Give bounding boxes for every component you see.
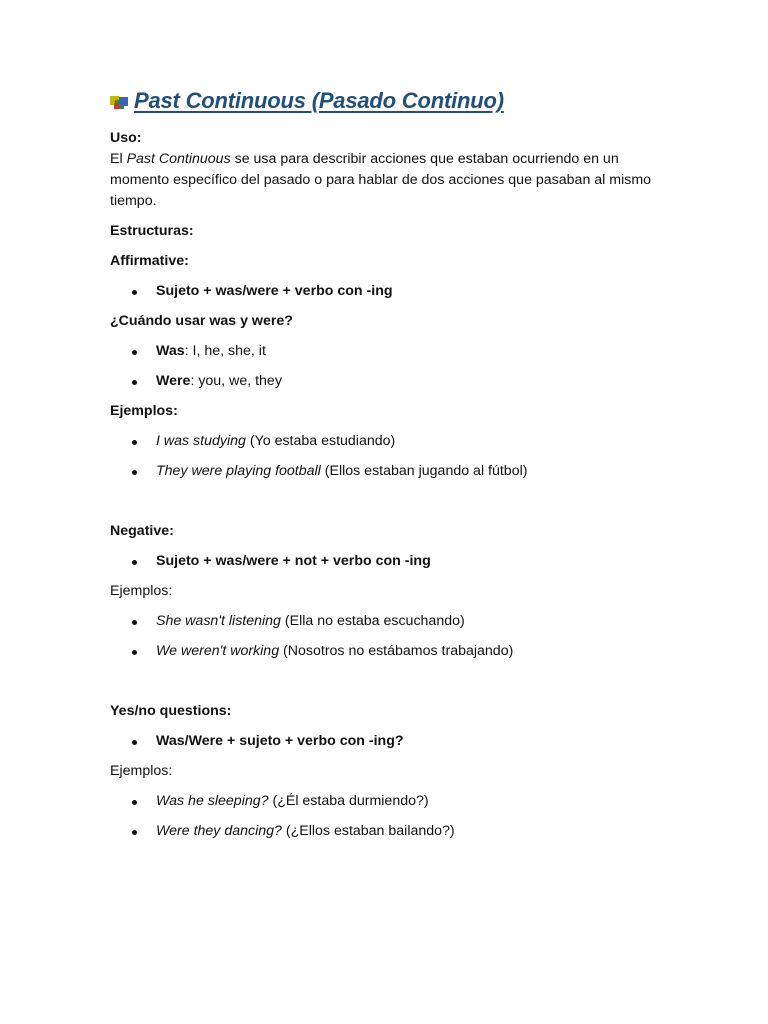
list-item: Were: you, we, they [110,371,670,392]
negative-formula-list [110,551,670,572]
bullet-icon [132,620,137,625]
questions-examples-heading: Ejemplos: [110,763,173,779]
uso-paragraph: El Past Continuous se usa para describir acciones que estaban ocurriendo en un momento específico del pasado o para hablar de dos acciones que pasaban al mismo tiempo. [110,151,652,209]
affirmative-examples-list [110,431,670,482]
questions-heading: Yes/no questions: [110,703,232,719]
page-title: Past Continuous (Pasado Continuo) [134,88,504,113]
negative-heading: Negative: [110,523,174,539]
negative-examples-list [110,611,670,662]
affirmative-formula-list [110,281,670,302]
list-item: They were playing football (Ellos estaban jugando al fútbol) [110,461,670,482]
list-item: Was he sleeping? (¿Él estaba durmiendo?) [110,791,670,812]
bullet-icon [132,740,137,745]
affirmative-heading: Affirmative: [110,253,189,269]
was-were-heading: ¿Cuándo usar was y were? [110,313,293,329]
bullet-icon [132,470,137,475]
bullet-icon [132,560,137,565]
list-item: She wasn't listening (Ella no estaba escuchando) [110,611,670,632]
list-item: Sujeto + was/were + not + verbo con -ing [110,551,670,572]
bullet-icon [132,800,137,805]
document-page [110,86,670,851]
bullet-icon [132,830,137,835]
list-item: Was: I, he, she, it [110,341,670,362]
negative-examples-heading: Ejemplos: [110,583,173,599]
bullet-icon [132,350,137,355]
list-item: Sujeto + was/were + verbo con -ing [110,281,670,302]
estructuras-heading: Estructuras: [110,223,194,239]
books-icon [110,95,128,111]
was-were-list [110,341,670,392]
bullet-icon [132,290,137,295]
bullet-icon [132,440,137,445]
list-item: I was studying (Yo estaba estudiando) [110,431,670,452]
uso-heading: Uso: [110,130,142,146]
questions-examples-list [110,791,670,842]
title-row [110,86,670,116]
bullet-icon [132,650,137,655]
list-item: Were they dancing? (¿Ellos estaban bailando?) [110,821,670,842]
ejemplos-heading: Ejemplos: [110,403,178,419]
list-item: Was/Were + sujeto + verbo con -ing? [110,731,670,752]
bullet-icon [132,380,137,385]
list-item: We weren't working (Nosotros no estábamos trabajando) [110,641,670,662]
questions-formula-list [110,731,670,752]
